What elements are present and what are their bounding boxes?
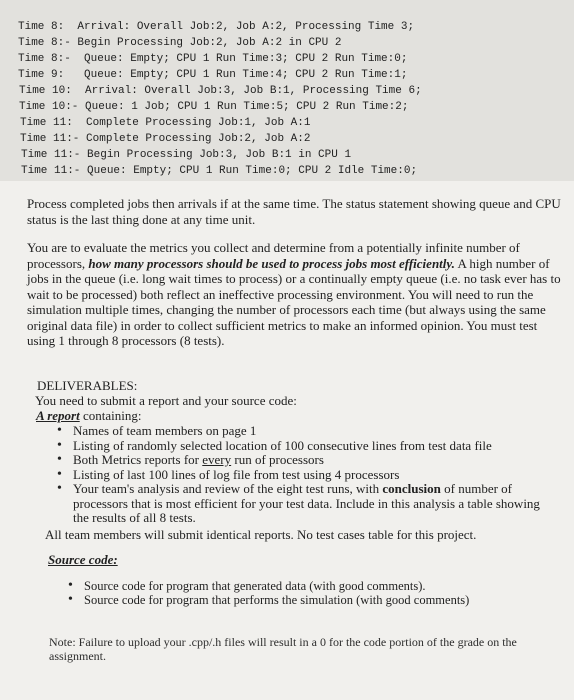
report-item-text: Listing of randomly selected location of 100 consecutive lines from test data file	[73, 437, 492, 453]
source-items-list	[68, 579, 557, 608]
list-item	[57, 424, 557, 439]
source-code-heading: Source code:	[48, 551, 118, 567]
upload-note	[49, 635, 559, 663]
log-output-block	[0, 0, 574, 181]
log-line: Time 11:- Queue: Empty; CPU 1 Run Time:0; CPU 2 Idle Time:0;	[21, 165, 418, 177]
report-item-text: run of processors	[231, 452, 324, 467]
eval-text-part1: You are to evaluate the metrics you collect and determine from a potentially infinite number of processors,	[27, 240, 520, 271]
list-item	[57, 439, 557, 454]
list-item	[68, 579, 557, 594]
deliverables-section	[37, 378, 557, 608]
log-line: Time 8:- Queue: Empty; CPU 1 Run Time:3; CPU 2 Run Time:0;	[18, 53, 408, 65]
report-item-text: of number of processors that is most efficient for your test data. Include in this analysis a table showing the results of all 8 tests.	[73, 481, 540, 525]
eval-text-part2: A high number of jobs in the queue (i.e. long wait times to process) or a continually empty queue (i.e. no task ever has to wait to be processed) both reflect an ineffective processing environment. You will need to run the simulation multiple times, changing the number of processors each time (but always using the same original data file) in order to collect sufficient metrics to make an informed opinion. You must test using 1 through 8 processors (8 tests).	[27, 255, 561, 348]
log-line: Time 10: Arrival: Overall Job:3, Job B:1, Processing Time 6;	[19, 85, 422, 97]
log-line: Time 9: Queue: Empty; CPU 1 Run Time:4; CPU 2 Run Time:1;	[18, 69, 408, 81]
report-heading	[36, 408, 557, 423]
deliverables-intro: You need to submit a report and your source code:	[35, 393, 297, 408]
list-item	[68, 593, 557, 608]
report-item-bold: conclusion	[382, 481, 441, 496]
report-item-text: Listing of last 100 lines of log file from test using 4 processors	[73, 466, 400, 482]
intro-paragraph	[27, 196, 562, 227]
deliverables-heading: DELIVERABLES:	[37, 378, 138, 393]
upload-note-text: Note: Failure to upload your .cpp/.h files will result in a 0 for the code portion of the grade on the assignment.	[49, 635, 517, 663]
evaluation-paragraph	[27, 240, 562, 349]
log-line: Time 8: Arrival: Overall Job:2, Job A:2, Processing Time 3;	[18, 21, 415, 33]
report-item-underline: every	[202, 452, 232, 467]
identical-reports-note: All team members will submit identical reports. No test cases table for this project.	[45, 526, 477, 542]
eval-emphasis: how many processors should be used to process jobs most efficiently.	[88, 255, 455, 271]
log-line: Time 11:- Begin Processing Job:3, Job B:1 in CPU 1	[21, 149, 352, 161]
report-items-list	[57, 424, 557, 526]
list-item	[57, 453, 557, 468]
report-item-text: Both Metrics reports for	[73, 452, 203, 467]
list-item	[57, 482, 557, 526]
report-item-text: Your team's analysis and review of the eight test runs, with	[73, 481, 383, 496]
report-label: A report	[36, 408, 80, 423]
log-line: Time 8:- Begin Processing Job:2, Job A:2 in CPU 2	[18, 37, 342, 49]
source-item-text: Source code for program that performs the simulation (with good comments)	[84, 593, 470, 607]
report-item-text: Names of team members on page 1	[73, 423, 257, 438]
log-line: Time 11:- Complete Processing Job:2, Job A:2	[20, 133, 311, 145]
log-line: Time 11: Complete Processing Job:1, Job A:1	[20, 117, 311, 129]
log-line: Time 10:- Queue: 1 Job; CPU 1 Run Time:5; CPU 2 Run Time:2;	[19, 101, 409, 113]
intro-text: Process completed jobs then arrivals if at the same time. The status statement showing queue and CPU status is the last thing done at any time unit.	[27, 196, 561, 227]
source-item-text: Source code for program that generated data (with good comments).	[84, 578, 426, 593]
list-item	[57, 468, 557, 483]
report-suffix: containing:	[79, 408, 142, 423]
